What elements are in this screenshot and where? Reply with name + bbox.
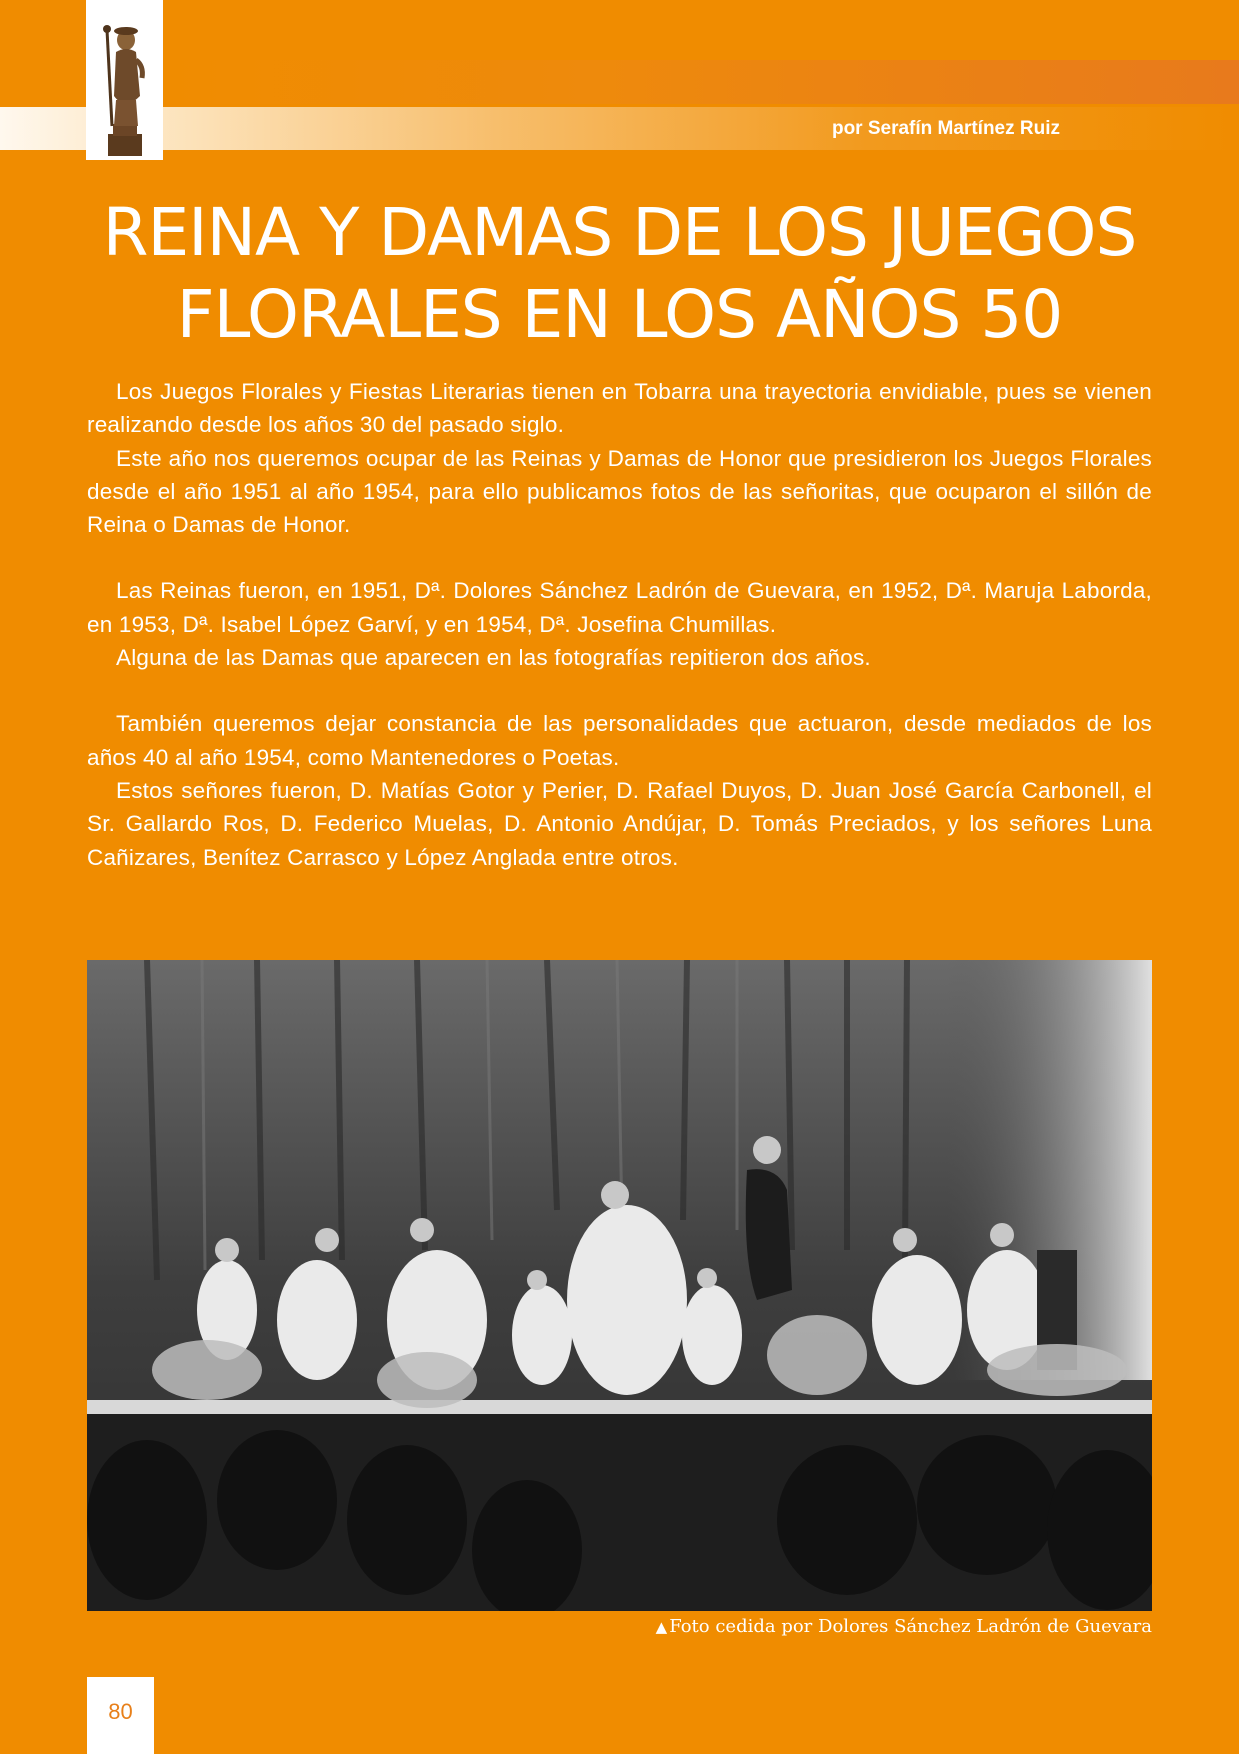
article-body — [87, 375, 1152, 874]
paragraph: Las Reinas fueron, en 1951, Dª. Dolores Sánchez Ladrón de Guevara, en 1952, Dª. Maruja Laborda, en 1953, Dª. Isabel López Garví, y en 1954, Dª. Josefina Chumillas. — [87, 578, 1152, 637]
article-title — [87, 192, 1152, 356]
title-line-2: FLORALES EN LOS AÑOS 50 — [176, 276, 1063, 353]
saint-statue-logo — [86, 0, 163, 160]
photo-caption — [640, 1616, 1152, 1637]
paragraph: Estos señores fueron, D. Matías Gotor y Perier, D. Rafael Duyos, D. Juan José García Carbonell, el Sr. Gallardo Ros, D. Federico Muelas, D. Antonio Andújar, D. Tomás Preciados, y los señores Luna Cañizares, Benítez Carrasco y López Anglada entre otros. — [87, 777, 1152, 870]
caption-text: Foto cedida por Dolores Sánchez Ladrón de Guevara — [669, 1616, 1152, 1637]
historical-photo — [87, 960, 1152, 1611]
paragraph: También queremos dejar constancia de las personalidades que actuaron, desde mediados de los años 40 al año 1954, como Mantenedores o Poetas. — [87, 711, 1152, 770]
triangle-up-icon: ▲ — [655, 1618, 668, 1636]
paragraph: Este año nos queremos ocupar de las Reinas y Damas de Honor que presidieron los Juegos Florales desde el año 1951 al año 1954, para ello publicamos fotos de las señoritas, que ocuparon el sillón de Reina o Damas de Honor. — [87, 445, 1152, 538]
page-number-box — [87, 1677, 154, 1754]
paragraph-gap — [87, 541, 1152, 574]
paragraph: Los Juegos Florales y Fiestas Literarias tienen en Tobarra una trayectoria envidiable, pues se vienen realizando desde los años 30 del pasado siglo. — [87, 379, 1152, 438]
header-band-dark — [164, 60, 1239, 104]
author-byline: por Serafín Martínez Ruiz — [831, 118, 1060, 139]
paragraph: Alguna de las Damas que aparecen en las fotografías repitieron dos años. — [116, 645, 871, 671]
page-number: 80 — [108, 1699, 133, 1724]
paragraph-gap — [87, 674, 1152, 707]
title-line-1: REINA Y DAMAS DE LOS JUEGOS — [102, 194, 1137, 271]
